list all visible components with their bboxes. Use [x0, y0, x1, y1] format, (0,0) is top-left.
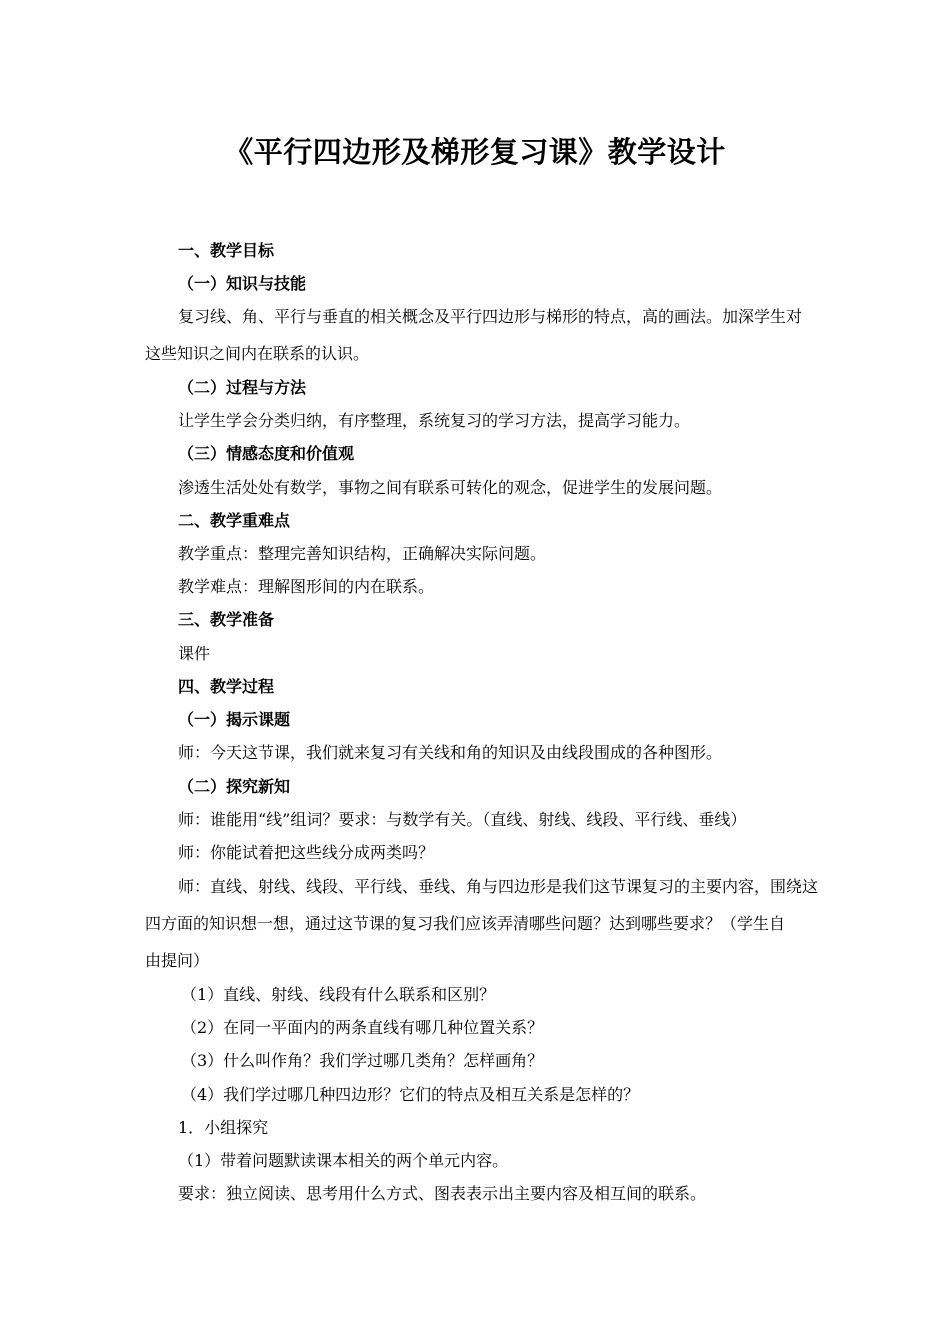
paragraph-line: 课件: [178, 644, 211, 663]
subsection-heading: （一）知识与技能: [178, 274, 307, 293]
paragraph-line: 师：今天这节课，我们就来复习有关线和角的知识及由线段围成的各种图形。: [178, 743, 723, 762]
section-heading: 一、教学目标: [178, 241, 275, 260]
section-heading: 三、教学准备: [178, 610, 275, 629]
subsection-heading: （二）探究新知: [178, 777, 291, 796]
list-item: （1）带着问题默读课本相关的两个单元内容。: [178, 1151, 509, 1170]
subsection-heading: （三）情感态度和价值观: [178, 444, 355, 463]
section-heading: 四、教学过程: [178, 677, 275, 696]
paragraph-line: 要求：独立阅读、思考用什么方式、图表表示出主要内容及相互间的联系。: [178, 1184, 707, 1203]
subsection-heading: （一）揭示课题: [178, 710, 291, 729]
section-heading: 二、教学重难点: [178, 511, 291, 530]
paragraph-line: 渗透生活处处有数学，事物之间有联系可转化的观念，促进学生的发展问题。: [178, 478, 723, 497]
list-item: （1）直线、射线、线段有什么联系和区别？: [181, 985, 496, 1004]
subsection-heading: （二）过程与方法: [178, 378, 307, 397]
list-item: （2）在同一平面内的两条直线有哪几种位置关系？: [181, 1018, 544, 1037]
paragraph-line: 让学生学会分类归纳，有序整理，系统复习的学习方法，提高学习能力。: [178, 411, 691, 430]
paragraph-line: 师：直线、射线、线段、平行线、垂线、角与四边形是我们这节课复习的主要内容，围绕这: [178, 877, 819, 896]
paragraph-line: 师：你能试着把这些线分成两类吗？: [178, 843, 435, 862]
paragraph-line: 教学难点：理解图形间的内在联系。: [178, 577, 435, 596]
list-item: （3）什么叫作角？我们学过哪几类角？怎样画角？: [181, 1051, 544, 1070]
paragraph-line: 师：谁能用“线”组词？要求：与数学有关。（直线、射线、线段、平行线、垂线）: [178, 810, 747, 829]
document-title: 《平行四边形及梯形复习课》教学设计: [224, 135, 726, 169]
paragraph-line: 复习线、角、平行与垂直的相关概念及平行四边形与梯形的特点，高的画法。加深学生对: [178, 307, 803, 326]
list-item: （4）我们学过哪几种四边形？它们的特点及相互关系是怎样的？: [181, 1085, 640, 1104]
paragraph-line: 四方面的知识想一想，通过这节课的复习我们应该弄清哪些问题？达到哪些要求？（学生自: [145, 914, 786, 933]
paragraph-line: 这些知识之间内在联系的认识。: [145, 344, 370, 363]
paragraph-line: 由提问）: [145, 951, 210, 970]
paragraph-line: 教学重点：整理完善知识结构，正确解决实际问题。: [178, 544, 547, 563]
numbered-heading: 1．小组探究: [178, 1118, 269, 1137]
